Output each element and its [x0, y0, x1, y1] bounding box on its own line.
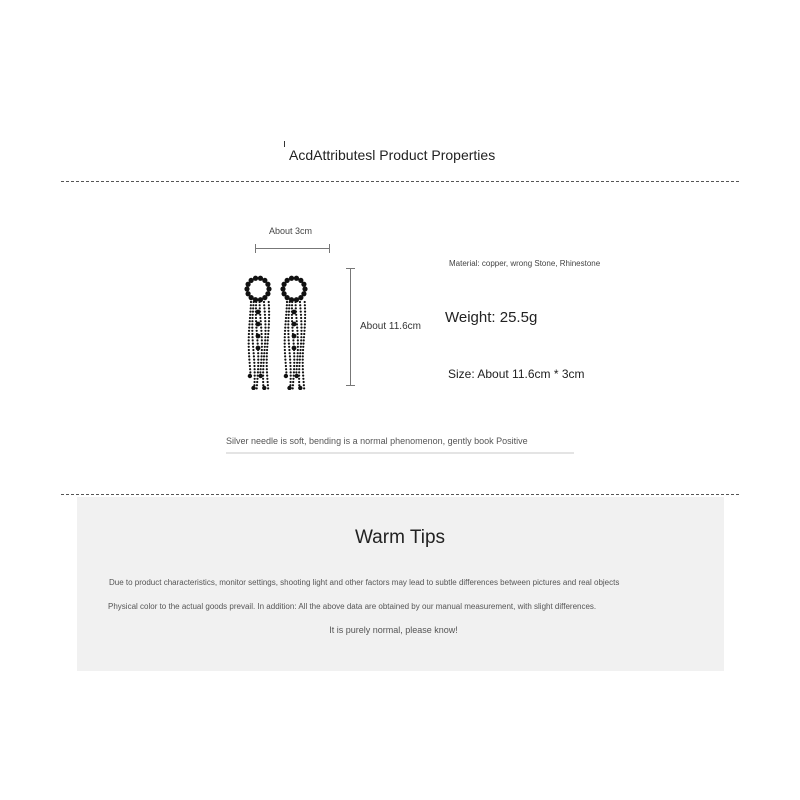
top-divider [61, 181, 739, 182]
warm-tips-title: Warm Tips [354, 527, 446, 548]
bottom-divider [61, 494, 739, 495]
care-note: Silver needle is soft, bending is a normal phenomenon, gently book Positive [226, 436, 528, 446]
care-note-underline [226, 452, 574, 454]
weight-text: Weight: 25.5g [445, 309, 538, 326]
width-label: About 3cm [269, 226, 313, 236]
warm-tips-line-1: Due to product characteristics, monitor settings, shooting light and other factors may lead to subtle differences between pictures and real objects [109, 578, 620, 587]
earrings-image [236, 272, 318, 390]
section-title: AcdAttributesl Product Properties [289, 147, 496, 163]
height-measure-cap-top [346, 268, 355, 269]
warm-tips-line-2: Physical color to the actual goods prevail. In addition: All the above data are obtained by our manual measurement, with slight differences. [108, 602, 597, 611]
warm-tips-line-3: It is purely normal, please know! [329, 625, 458, 635]
width-measure-cap-right [329, 244, 330, 253]
material-text: Material: copper, wrong Stone, Rhinestone [449, 259, 601, 268]
width-measure-line [255, 248, 330, 249]
size-text: Size: About 11.6cm * 3cm [448, 367, 585, 381]
width-measure-cap-left [255, 244, 256, 253]
title-marker [284, 141, 285, 147]
height-measure-cap-bottom [346, 385, 355, 386]
height-measure-line [350, 268, 351, 386]
height-label: About 11.6cm [360, 321, 421, 332]
